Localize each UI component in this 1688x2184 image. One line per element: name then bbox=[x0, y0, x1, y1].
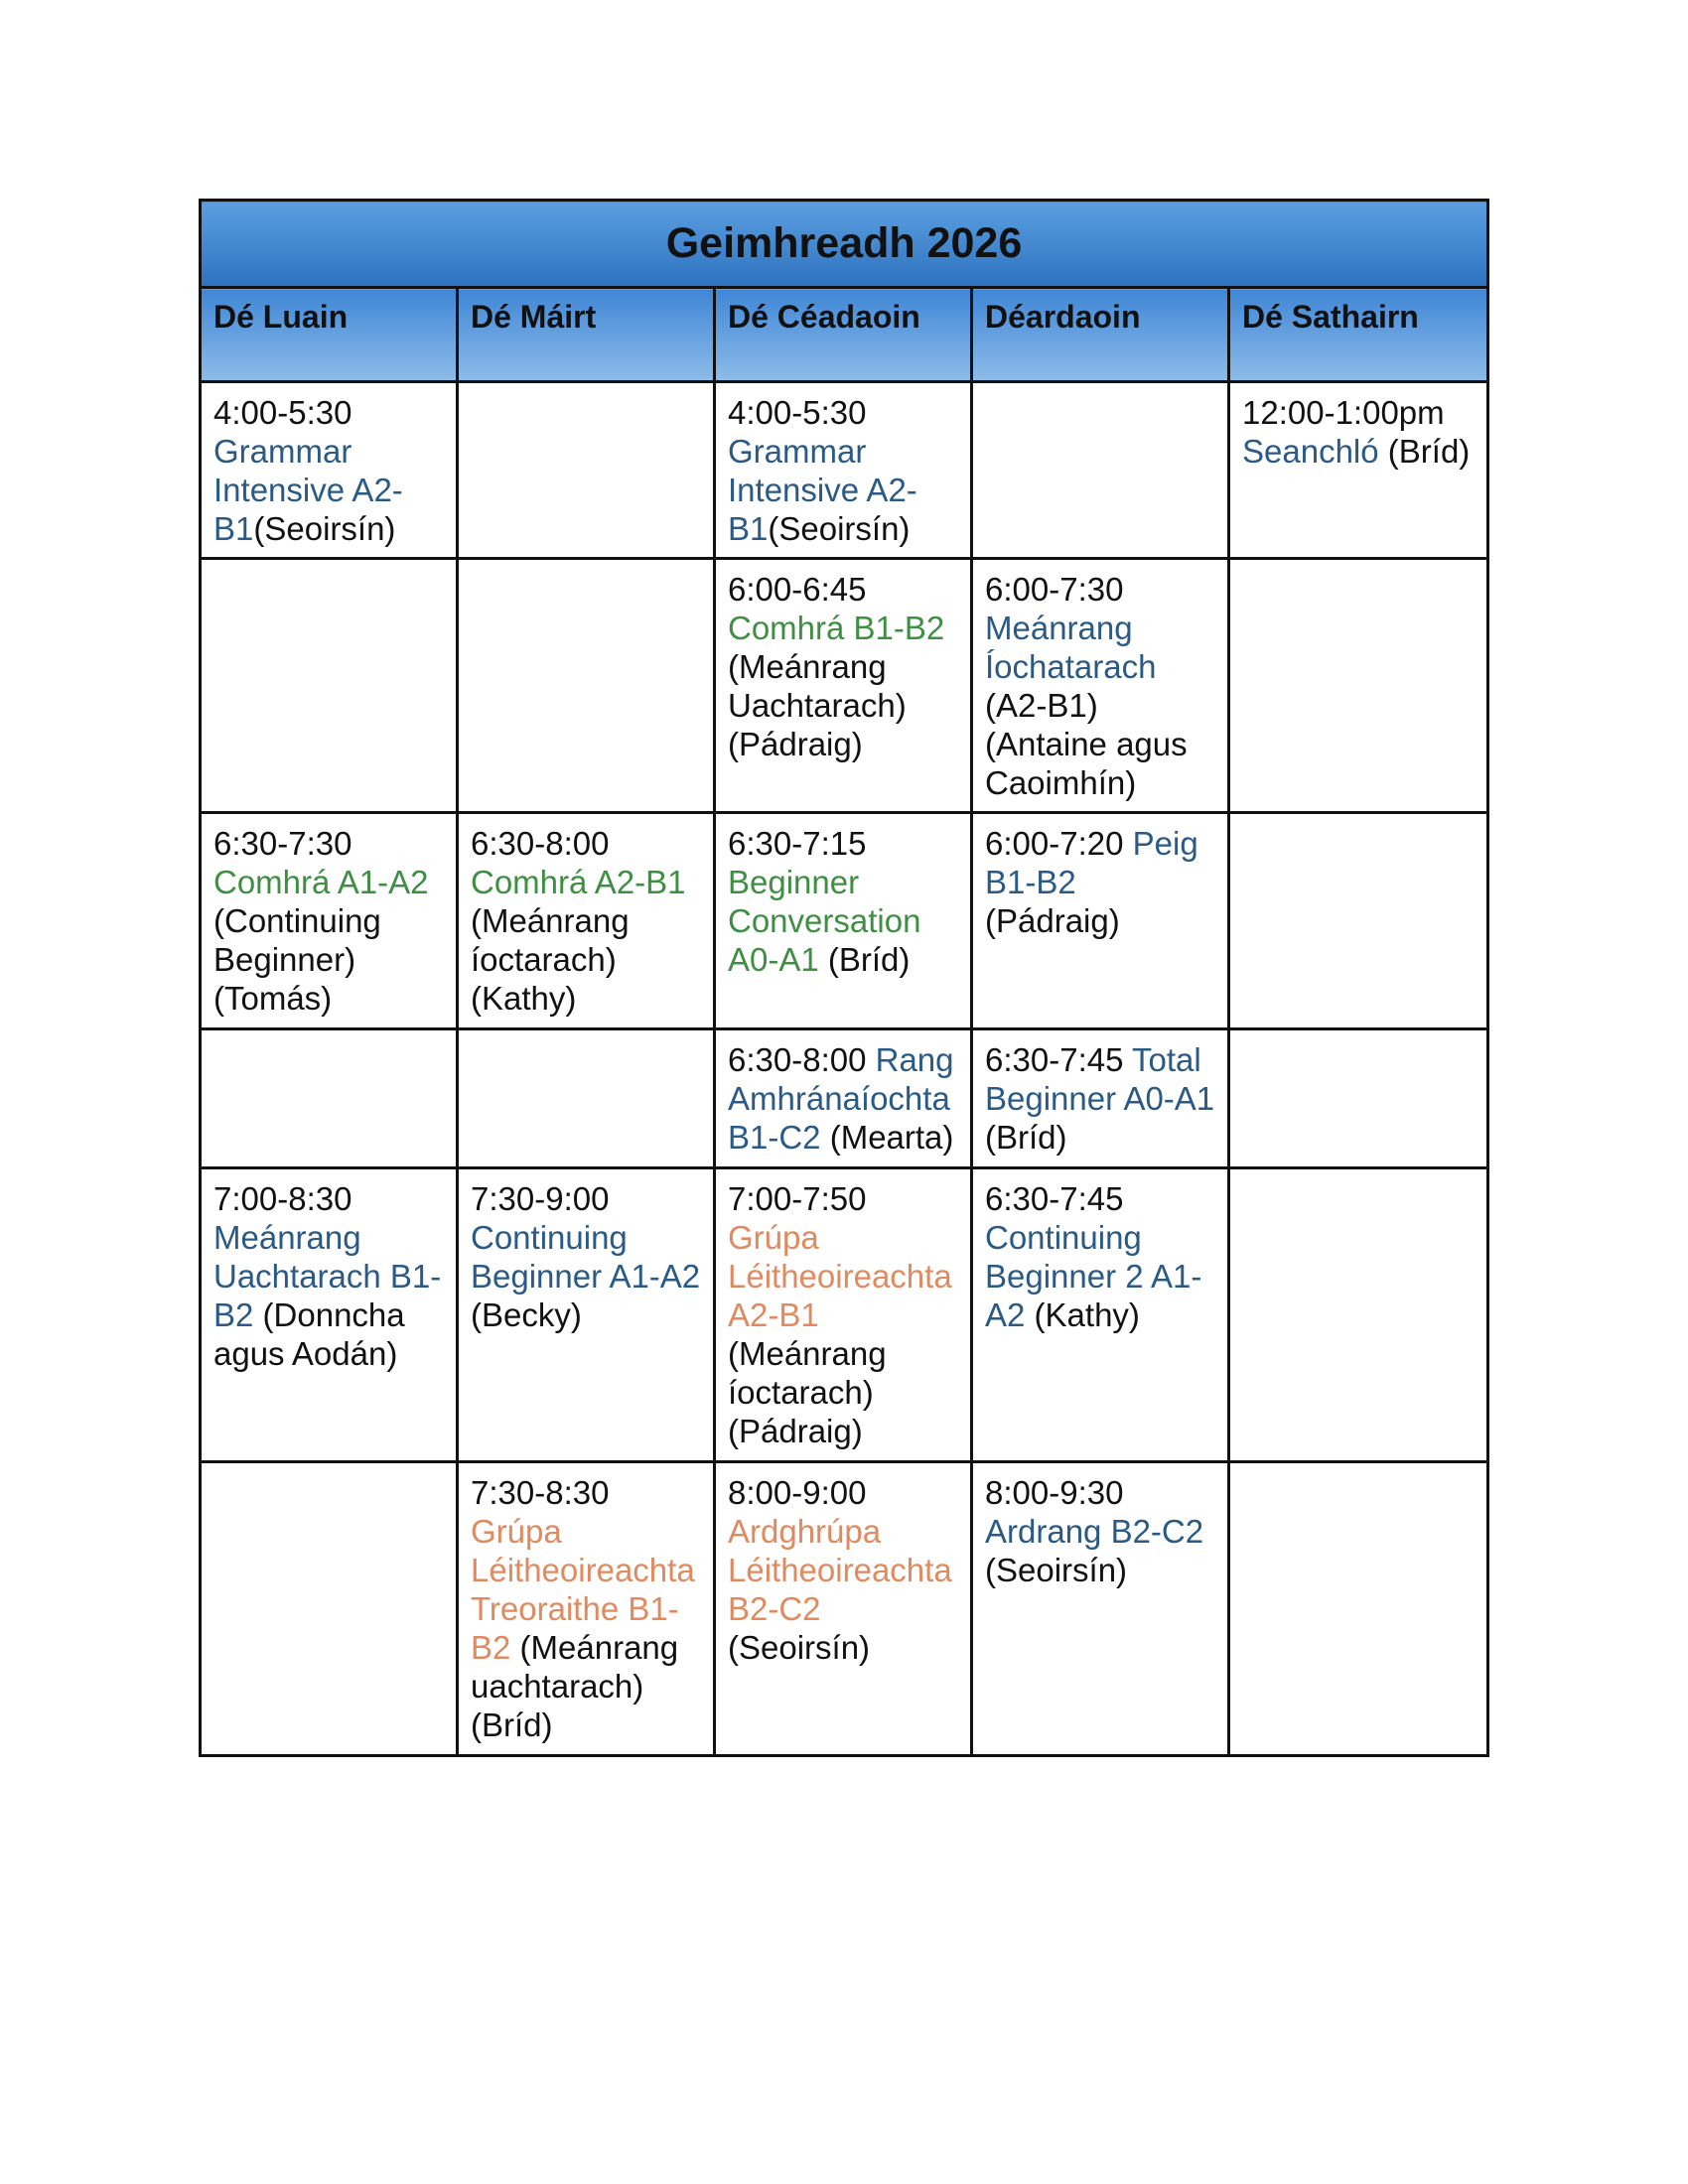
class-name: Continuing Beginner A1-A2 bbox=[471, 1219, 701, 1295]
class-time: 7:30-9:00 bbox=[471, 1180, 610, 1217]
empty-cell bbox=[1229, 559, 1488, 813]
day-header-wednesday: Dé Céadaoin bbox=[715, 288, 972, 382]
class-name: Comhrá A1-A2 bbox=[213, 864, 429, 900]
class-cell bbox=[715, 382, 972, 559]
class-time: 7:00-7:50 bbox=[728, 1180, 867, 1217]
class-details: (Bríd) bbox=[985, 1119, 1067, 1156]
class-cell bbox=[201, 813, 458, 1029]
class-cell bbox=[972, 813, 1229, 1029]
schedule-row bbox=[201, 1168, 1488, 1462]
class-name: Total Beginner A0-A1 bbox=[985, 1041, 1215, 1117]
schedule-row bbox=[201, 1029, 1488, 1168]
class-name: Peig B1-B2 bbox=[985, 825, 1198, 900]
schedule-title: Geimhreadh 2026 bbox=[201, 201, 1488, 288]
schedule-row bbox=[201, 559, 1488, 813]
class-time: 6:30-7:45 bbox=[985, 1041, 1124, 1078]
class-cell bbox=[972, 1462, 1229, 1756]
class-details: (Seoirsín) bbox=[985, 1552, 1128, 1588]
class-details: (Pádraig) bbox=[985, 902, 1120, 939]
class-name: Beginner Conversation A0-A1 bbox=[728, 864, 921, 978]
class-cell bbox=[715, 1462, 972, 1756]
class-time: 4:00-5:30 bbox=[728, 394, 867, 431]
class-time: 7:30-8:30 bbox=[471, 1474, 610, 1511]
class-cell bbox=[715, 559, 972, 813]
schedule-row bbox=[201, 382, 1488, 559]
schedule-row bbox=[201, 1462, 1488, 1756]
class-name: Grúpa Léitheoireachta Treoraithe B1-B2 bbox=[471, 1513, 695, 1666]
class-cell bbox=[201, 1168, 458, 1462]
class-cell bbox=[458, 1462, 715, 1756]
title-row bbox=[201, 201, 1488, 288]
empty-cell bbox=[1229, 813, 1488, 1029]
empty-cell bbox=[1229, 1462, 1488, 1756]
class-details: (Seoirsín) bbox=[728, 1629, 871, 1666]
empty-cell bbox=[458, 1029, 715, 1168]
class-name: Comhrá B1-B2 bbox=[728, 610, 945, 646]
empty-cell bbox=[201, 559, 458, 813]
schedule-row bbox=[201, 813, 1488, 1029]
day-header-row bbox=[201, 288, 1488, 382]
class-cell bbox=[458, 1168, 715, 1462]
class-details: (Meánrang uachtarach) (Bríd) bbox=[471, 1629, 679, 1743]
class-name: Grúpa Léitheoireachta A2-B1 bbox=[728, 1219, 952, 1333]
class-cell bbox=[972, 1029, 1229, 1168]
day-header-thursday: Déardaoin bbox=[972, 288, 1229, 382]
day-header-monday: Dé Luain bbox=[201, 288, 458, 382]
class-name: Grammar Intensive A2-B1 bbox=[728, 433, 917, 547]
day-header-tuesday: Dé Máirt bbox=[458, 288, 715, 382]
empty-cell bbox=[458, 382, 715, 559]
class-cell bbox=[715, 1029, 972, 1168]
class-details: (Donncha agus Aodán) bbox=[213, 1297, 405, 1372]
class-cell bbox=[201, 382, 458, 559]
class-time: 6:30-7:15 bbox=[728, 825, 867, 862]
class-time: 6:00-7:20 bbox=[985, 825, 1124, 862]
day-header-saturday: Dé Sathairn bbox=[1229, 288, 1488, 382]
class-details: (Bríd) bbox=[1387, 433, 1471, 470]
class-name: Meánrang Uachtarach B1-B2 bbox=[213, 1219, 442, 1333]
empty-cell bbox=[201, 1462, 458, 1756]
class-details: (Meánrang Uachtarach) (Pádraig) bbox=[728, 648, 907, 762]
class-name: Meánrang Íochatarach bbox=[985, 610, 1157, 685]
class-time: 6:00-6:45 bbox=[728, 571, 867, 608]
empty-cell bbox=[458, 559, 715, 813]
class-details: (A2-B1) (Antaine agus Caoimhín) bbox=[985, 687, 1188, 801]
class-name: Comhrá A2-B1 bbox=[471, 864, 686, 900]
class-details: (Kathy) bbox=[1034, 1297, 1140, 1333]
class-time: 8:00-9:00 bbox=[728, 1474, 867, 1511]
class-time: 12:00-1:00pm bbox=[1242, 394, 1445, 431]
schedule-table bbox=[199, 199, 1489, 1757]
class-cell bbox=[715, 813, 972, 1029]
class-details: (Mearta) bbox=[829, 1119, 954, 1156]
class-name: Grammar Intensive A2-B1 bbox=[213, 433, 403, 547]
class-time: 8:00-9:30 bbox=[985, 1474, 1124, 1511]
class-time: 6:30-7:30 bbox=[213, 825, 352, 862]
class-cell bbox=[972, 559, 1229, 813]
class-time: 6:30-8:00 bbox=[471, 825, 610, 862]
class-name: Ardrang B2-C2 bbox=[985, 1513, 1204, 1550]
class-details: (Seoirsín) bbox=[253, 510, 396, 547]
empty-cell bbox=[972, 382, 1229, 559]
class-time: 6:00-7:30 bbox=[985, 571, 1124, 608]
class-name: Continuing Beginner 2 A1-A2 bbox=[985, 1219, 1202, 1333]
class-details: (Meánrang íoctarach) (Pádraig) bbox=[728, 1335, 887, 1449]
class-cell bbox=[458, 813, 715, 1029]
class-details: (Continuing Beginner) (Tomás) bbox=[213, 902, 381, 1017]
empty-cell bbox=[1229, 1168, 1488, 1462]
class-cell bbox=[1229, 382, 1488, 559]
class-details: (Bríd) bbox=[827, 941, 911, 978]
class-time: 7:00-8:30 bbox=[213, 1180, 352, 1217]
class-name: Seanchló bbox=[1242, 433, 1379, 470]
empty-cell bbox=[1229, 1029, 1488, 1168]
class-time: 6:30-8:00 bbox=[728, 1041, 867, 1078]
empty-cell bbox=[201, 1029, 458, 1168]
class-cell bbox=[715, 1168, 972, 1462]
class-details: (Becky) bbox=[471, 1297, 582, 1333]
class-time: 4:00-5:30 bbox=[213, 394, 352, 431]
class-name: Ardghrúpa Léitheoireachta B2-C2 bbox=[728, 1513, 952, 1627]
class-details: (Seoirsín) bbox=[768, 510, 911, 547]
class-name: Rang Amhránaíochta B1-C2 bbox=[728, 1041, 954, 1156]
class-cell bbox=[972, 1168, 1229, 1462]
class-time: 6:30-7:45 bbox=[985, 1180, 1124, 1217]
class-details: (Meánrang íoctarach) (Kathy) bbox=[471, 902, 630, 1017]
